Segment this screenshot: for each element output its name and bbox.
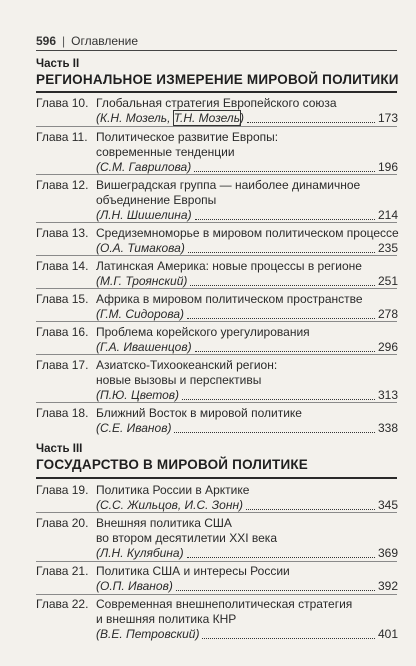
- chapter-authors: (С.С. Жильцов, И.С. Зонн): [96, 498, 244, 512]
- chapter-title-line: Политическое развитие Европы:: [96, 130, 279, 144]
- running-head: [36, 34, 138, 48]
- chapter-page: 196: [377, 160, 398, 174]
- chapter-page: 173: [377, 111, 398, 125]
- chapter-page: 401: [377, 627, 398, 641]
- chapter-authors: (Л.Н. Кулябина): [96, 546, 184, 560]
- dot-leader: [246, 508, 375, 510]
- chapter-number: Глава 19.: [36, 483, 89, 497]
- part-rule: [36, 91, 397, 93]
- chapter-title-line: Современная внешнеполитическая стратегия: [96, 597, 353, 611]
- chapter-authors: (П.Ю. Цветов): [96, 388, 180, 402]
- entry-divider: [36, 174, 397, 175]
- chapter-title-line: Средиземноморье в мировом политическом процессе: [96, 226, 399, 240]
- header-rule: [36, 50, 397, 51]
- entry-divider: [36, 354, 397, 355]
- chapter-title-line: Ближний Восток в мировой политике: [96, 406, 302, 420]
- chapter-title-line: Глобальная стратегия Европейского союза: [96, 96, 337, 110]
- chapter-authors: (Л.Н. Шишелина): [96, 208, 192, 222]
- dot-leader: [176, 589, 375, 591]
- chapter-authors: (С.Е. Иванов): [96, 421, 172, 435]
- dot-leader: [195, 218, 375, 220]
- dot-leader: [202, 637, 375, 639]
- page-number: 596: [36, 34, 57, 48]
- chapter-number: Глава 22.: [36, 597, 89, 611]
- chapter-title-line: объединение Европы: [96, 193, 217, 207]
- dot-leader: [194, 170, 375, 172]
- chapter-number: Глава 18.: [36, 406, 89, 420]
- entry-divider: [36, 594, 397, 595]
- section-title: Оглавление: [71, 34, 139, 48]
- chapter-number: Глава 17.: [36, 358, 89, 372]
- part-title: ГОСУДАРСТВО В МИРОВОЙ ПОЛИТИКЕ: [36, 457, 308, 472]
- dot-leader: [174, 431, 375, 433]
- entry-divider: [36, 512, 397, 513]
- entry-divider: [36, 288, 397, 289]
- dot-leader: [195, 350, 375, 352]
- chapter-number: Глава 15.: [36, 292, 89, 306]
- part-rule: [36, 477, 397, 479]
- chapter-title-line: Политика России в Арктике: [96, 483, 250, 497]
- entry-divider: [36, 402, 397, 403]
- chapter-page: 251: [377, 274, 398, 288]
- chapter-number: Глава 20.: [36, 516, 89, 530]
- chapter-title-line: Политика США и интересы России: [96, 564, 290, 578]
- chapter-number: Глава 14.: [36, 259, 89, 273]
- chapter-title-line: во втором десятилетии XXI века: [96, 531, 277, 545]
- chapter-title-line: современные тенденции: [96, 145, 235, 159]
- chapter-page: 214: [377, 208, 398, 222]
- chapter-number: Глава 12.: [36, 178, 89, 192]
- chapter-page: 345: [377, 498, 398, 512]
- chapter-page: 392: [377, 579, 398, 593]
- chapter-authors: (С.М. Гаврилова): [96, 160, 192, 174]
- chapter-title-line: и внешняя политика КНР: [96, 612, 237, 626]
- chapter-number: Глава 10.: [36, 96, 89, 110]
- part-title: РЕГИОНАЛЬНОЕ ИЗМЕРЕНИЕ МИРОВОЙ ПОЛИТИКИ: [36, 72, 399, 87]
- chapter-authors: (О.А. Тимакова): [96, 241, 185, 255]
- chapter-page: 338: [377, 421, 398, 435]
- chapter-title-line: Латинская Америка: новые процессы в регионе: [96, 259, 362, 273]
- chapter-page: 278: [377, 307, 398, 321]
- chapter-authors: (К.Н. Мозель, Т.Н. Мозель): [96, 111, 245, 125]
- chapter-page: 296: [377, 340, 398, 354]
- chapter-page: 313: [377, 388, 398, 402]
- entry-divider: [36, 222, 397, 223]
- chapter-authors: (Г.М. Сидорова): [96, 307, 184, 321]
- chapter-authors: (О.П. Иванов): [96, 579, 173, 593]
- chapter-title-line: новые вызовы и перспективы: [96, 373, 262, 387]
- dot-leader: [247, 121, 375, 123]
- chapter-number: Глава 13.: [36, 226, 89, 240]
- dot-leader: [190, 284, 375, 286]
- entry-divider: [36, 561, 397, 562]
- header-separator: |: [62, 34, 66, 48]
- chapter-page: 235: [377, 241, 398, 255]
- entry-divider: [36, 126, 397, 127]
- entry-divider: [36, 255, 397, 256]
- entry-divider: [36, 321, 397, 322]
- dot-leader: [187, 556, 375, 558]
- chapter-title-line: Вишеградская группа — наиболее динамичное: [96, 178, 361, 192]
- dot-leader: [182, 398, 375, 400]
- dot-leader: [187, 317, 375, 319]
- chapter-title-line: Африка в мировом политическом пространстве: [96, 292, 363, 306]
- chapter-number: Глава 21.: [36, 564, 89, 578]
- chapter-authors: (Г.А. Ивашенцов): [96, 340, 192, 354]
- dot-leader: [188, 251, 375, 253]
- highlighted-author: Т.Н. Мозель: [173, 111, 241, 125]
- chapter-number: Глава 16.: [36, 325, 89, 339]
- chapter-authors: (М.Г. Троянский): [96, 274, 188, 288]
- chapter-page: 369: [377, 546, 398, 560]
- chapter-title-line: Внешняя политика США: [96, 516, 232, 530]
- chapter-title-line: Проблема корейского урегулирования: [96, 325, 310, 339]
- chapter-title-line: Азиатско-Тихоокеанский регион:: [96, 358, 278, 372]
- part-label: Часть II: [36, 58, 80, 70]
- chapter-authors: (В.Е. Петровский): [96, 627, 200, 641]
- chapter-number: Глава 11.: [36, 130, 88, 144]
- part-label: Часть III: [36, 443, 83, 455]
